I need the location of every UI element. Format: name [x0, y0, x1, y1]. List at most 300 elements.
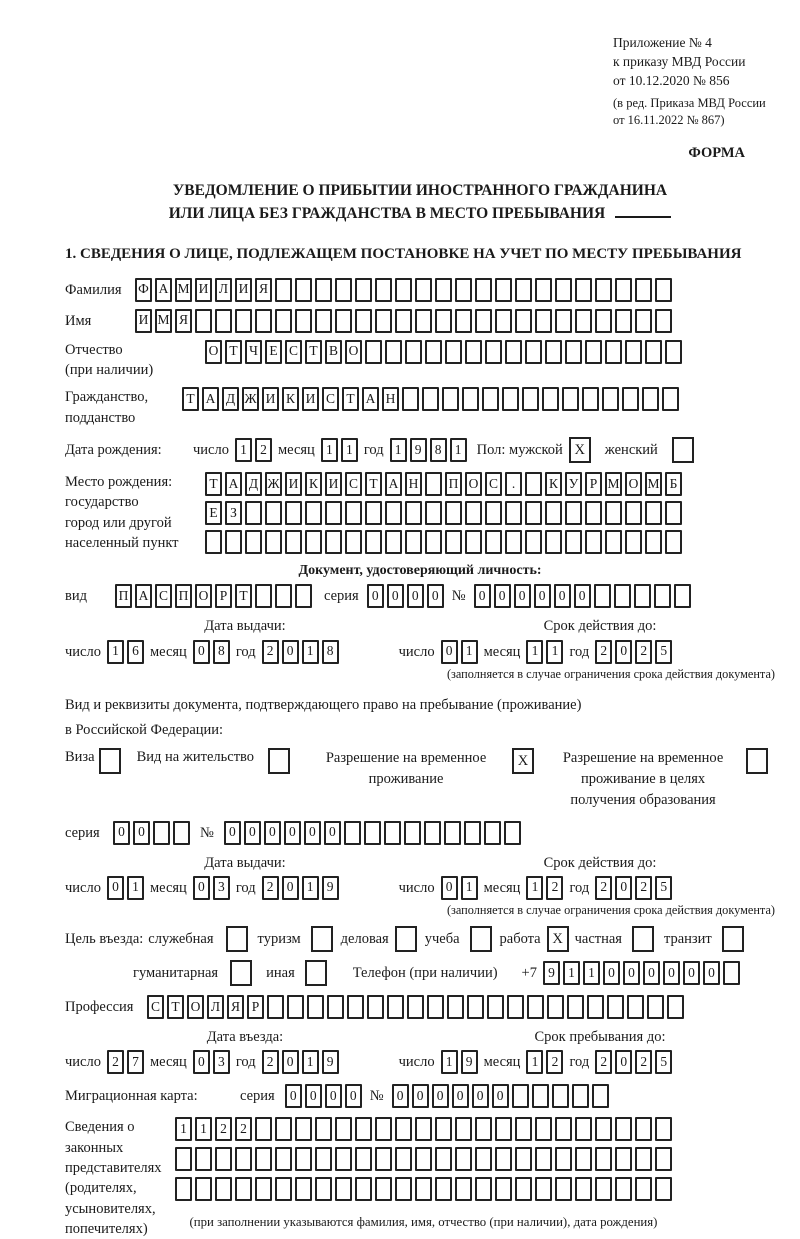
phone-label: Телефон (при наличии) [352, 965, 498, 982]
char-cell: 0 [683, 961, 700, 985]
char-cell [535, 1177, 552, 1201]
char-cell [195, 1177, 212, 1201]
representatives-cells-row2 [175, 1147, 672, 1171]
char-cell: В [325, 340, 342, 364]
char-cell: 0 [244, 821, 261, 845]
purpose-other-label: иная [266, 965, 295, 982]
char-cell: 2 [635, 876, 652, 900]
char-cell [405, 530, 422, 554]
char-cell [405, 501, 422, 525]
char-cell [175, 1147, 192, 1171]
char-cell [575, 1147, 592, 1171]
edu-permit-option [550, 748, 768, 811]
char-cell [364, 821, 381, 845]
char-cell [575, 278, 592, 302]
char-cell: П [445, 472, 462, 496]
char-cell: 0 [452, 1084, 469, 1108]
char-cell [327, 995, 344, 1019]
char-cell: 2 [595, 1050, 612, 1074]
purpose-humanitarian-label: гуманитарная [133, 965, 219, 982]
birth-year-cells [390, 438, 467, 462]
char-cell: С [345, 472, 362, 496]
char-cell: 9 [543, 961, 560, 985]
char-cell [507, 995, 524, 1019]
iddoc-kind-label: вид [65, 588, 87, 605]
char-cell: 9 [461, 1050, 478, 1074]
appendix-line: к приказу МВД России [613, 53, 746, 69]
char-cell [395, 1177, 412, 1201]
appendix-block [613, 34, 775, 128]
char-cell [445, 501, 462, 525]
char-cell: С [147, 995, 164, 1019]
char-cell: 1 [175, 1117, 192, 1141]
char-cell [465, 340, 482, 364]
year-label: год [235, 879, 256, 896]
char-cell: 7 [127, 1050, 144, 1074]
char-cell [422, 387, 439, 411]
visa-checkbox [99, 748, 121, 774]
char-cell: И [235, 278, 252, 302]
char-cell [464, 821, 481, 845]
char-cell: Т [342, 387, 359, 411]
char-cell [295, 309, 312, 333]
char-cell [335, 309, 352, 333]
forma-label: ФОРМА [688, 145, 745, 162]
patronymic-label [65, 340, 205, 381]
temp-permit-label: Разрешение на временное проживание [325, 749, 487, 787]
year-label: год [235, 1054, 256, 1071]
char-cell [395, 1117, 412, 1141]
char-cell [415, 278, 432, 302]
resdoc-issue-month-cells [193, 876, 230, 900]
char-cell [335, 1177, 352, 1201]
char-cell: К [545, 472, 562, 496]
char-cell: Т [365, 472, 382, 496]
char-cell: 0 [615, 1050, 632, 1074]
char-cell [635, 1147, 652, 1171]
char-cell [562, 387, 579, 411]
char-cell [625, 530, 642, 554]
char-cell: О [187, 995, 204, 1019]
char-cell [275, 278, 292, 302]
purpose-private-checkbox [632, 926, 654, 952]
char-cell [255, 1177, 272, 1201]
char-cell: 0 [282, 1050, 299, 1074]
char-cell [307, 995, 324, 1019]
char-cell [525, 501, 542, 525]
purpose-tourism-label: туризм [257, 931, 301, 948]
char-cell [425, 340, 442, 364]
char-cell [654, 584, 671, 608]
purpose-tourism-checkbox [311, 926, 333, 952]
char-cell [545, 530, 562, 554]
char-cell [532, 1084, 549, 1108]
char-cell [215, 1147, 232, 1171]
mig-series-label: серия [240, 1088, 275, 1105]
char-cell: 1 [302, 876, 319, 900]
char-cell: 0 [193, 876, 210, 900]
purpose-transit-label: транзит [663, 931, 712, 948]
iddoc-series-label: серия [324, 588, 359, 605]
month-label: месяц [149, 879, 187, 896]
char-cell [402, 387, 419, 411]
char-cell: Д [222, 387, 239, 411]
char-cell [555, 278, 572, 302]
day-label: число [65, 879, 101, 896]
year-label: год [569, 879, 590, 896]
resdoc-intro-line2: в Российской Федерации: [65, 722, 224, 739]
char-cell [535, 1117, 552, 1141]
char-cell: С [285, 340, 302, 364]
mig-number-cells [392, 1084, 609, 1108]
purpose-other-checkbox [305, 960, 327, 986]
appendix-line: Приложение № 4 [613, 35, 712, 50]
entry-year-cells [262, 1050, 339, 1074]
char-cell [614, 584, 631, 608]
representatives-label [65, 1117, 175, 1239]
char-cell: 0 [113, 821, 130, 845]
char-cell: Е [205, 501, 222, 525]
char-cell: 2 [235, 1117, 252, 1141]
resdoc-valid-until-header: Срок действия до: [543, 854, 657, 871]
iddoc-limit-note: (заполняется в случае ограничения срока действия документа) [446, 666, 775, 681]
char-cell [595, 278, 612, 302]
resdoc-series-label: серия [65, 824, 100, 841]
entry-dates-values [65, 1050, 775, 1074]
char-cell [505, 340, 522, 364]
char-cell [305, 501, 322, 525]
char-cell: 0 [284, 821, 301, 845]
char-cell [512, 1084, 529, 1108]
char-cell: 9 [322, 1050, 339, 1074]
char-cell [552, 1084, 569, 1108]
char-cell: 2 [595, 640, 612, 664]
char-cell [205, 530, 222, 554]
char-cell: 2 [262, 640, 279, 664]
char-cell [315, 278, 332, 302]
year-label: год [569, 1054, 590, 1071]
char-cell [455, 1117, 472, 1141]
char-cell: Р [215, 584, 232, 608]
firstname-label: Имя [65, 312, 92, 329]
char-cell [387, 995, 404, 1019]
birthplace-block [65, 472, 775, 554]
char-cell [587, 995, 604, 1019]
char-cell [444, 821, 461, 845]
char-cell [515, 1117, 532, 1141]
char-cell [522, 387, 539, 411]
iddoc-issue-date-header: Дата выдачи: [204, 618, 286, 635]
char-cell: Н [382, 387, 399, 411]
day-label: число [65, 643, 101, 660]
birthplace-cells-row2 [205, 501, 682, 525]
char-cell [505, 530, 522, 554]
char-cell: И [262, 387, 279, 411]
representatives-label-line: законных [65, 1139, 124, 1156]
month-label: месяц [149, 643, 187, 660]
char-cell: Ч [245, 340, 262, 364]
char-cell [595, 1177, 612, 1201]
char-cell: 0 [282, 876, 299, 900]
char-cell: 1 [441, 1050, 458, 1074]
char-cell: 0 [304, 821, 321, 845]
birthplace-label-line4: населенный пункт [65, 534, 179, 551]
char-cell [275, 309, 292, 333]
patronymic-label-line2: (при наличии) [65, 362, 154, 379]
char-cell: 2 [635, 640, 652, 664]
char-cell [365, 340, 382, 364]
char-cell [605, 501, 622, 525]
char-cell: 0 [643, 961, 660, 985]
char-cell: Л [215, 278, 232, 302]
char-cell: А [155, 278, 172, 302]
char-cell: 2 [262, 876, 279, 900]
char-cell [347, 995, 364, 1019]
iddoc-issue-month-cells [193, 640, 230, 664]
char-cell [295, 1177, 312, 1201]
residence-permit-label: Вид на жительство [136, 748, 255, 765]
purpose-study-checkbox [470, 926, 492, 952]
char-cell: 0 [615, 876, 632, 900]
char-cell [215, 1177, 232, 1201]
resdoc-number-cells [224, 821, 521, 845]
char-cell [285, 530, 302, 554]
char-cell: 0 [285, 1084, 302, 1108]
char-cell [485, 501, 502, 525]
char-cell: 0 [554, 584, 571, 608]
char-cell: Ж [242, 387, 259, 411]
char-cell: 0 [615, 640, 632, 664]
char-cell [475, 1147, 492, 1171]
mig-number-label: № [369, 1088, 384, 1105]
char-cell: Л [207, 995, 224, 1019]
char-cell: И [195, 278, 212, 302]
appendix-amendment [613, 95, 775, 129]
char-cell [285, 501, 302, 525]
char-cell [435, 309, 452, 333]
sex-female-label: женский [604, 441, 658, 458]
char-cell [495, 1147, 512, 1171]
char-cell: Т [205, 472, 222, 496]
year-label: год [569, 643, 590, 660]
char-cell [395, 309, 412, 333]
char-cell [615, 1117, 632, 1141]
char-cell: 1 [563, 961, 580, 985]
entry-day-cells [107, 1050, 144, 1074]
char-cell: С [485, 472, 502, 496]
char-cell [622, 387, 639, 411]
char-cell [344, 821, 361, 845]
char-cell [325, 501, 342, 525]
purpose-humanitarian-checkbox [230, 960, 252, 986]
char-cell [375, 1117, 392, 1141]
char-cell: 0 [367, 584, 384, 608]
char-cell [445, 530, 462, 554]
char-cell [375, 278, 392, 302]
char-cell: М [155, 309, 172, 333]
purpose-work-checkbox: X [547, 926, 569, 952]
birthplace-label-line3: город или другой [65, 514, 172, 531]
char-cell: 0 [474, 584, 491, 608]
char-cell [635, 278, 652, 302]
representatives-label-line: (родителях, [65, 1180, 137, 1197]
iddoc-valid-day-cells [441, 640, 478, 664]
entry-month-cells [193, 1050, 230, 1074]
char-cell [267, 995, 284, 1019]
stay-year-cells [595, 1050, 672, 1074]
char-cell [295, 278, 312, 302]
char-cell: И [302, 387, 319, 411]
visa-option [65, 748, 121, 774]
char-cell: 0 [703, 961, 720, 985]
char-cell [355, 309, 372, 333]
char-cell: 5 [655, 640, 672, 664]
char-cell [674, 584, 691, 608]
char-cell [245, 501, 262, 525]
char-cell [495, 309, 512, 333]
char-cell [255, 584, 272, 608]
char-cell [345, 530, 362, 554]
char-cell [665, 501, 682, 525]
char-cell [335, 278, 352, 302]
purpose-business-checkbox [395, 926, 417, 952]
char-cell [495, 1177, 512, 1201]
char-cell [365, 530, 382, 554]
representatives-label-line: Сведения о [65, 1119, 135, 1136]
char-cell [395, 278, 412, 302]
char-cell: О [465, 472, 482, 496]
iddoc-valid-until-header: Срок действия до: [543, 618, 657, 635]
visa-label: Виза [65, 748, 95, 765]
char-cell: А [385, 472, 402, 496]
char-cell [275, 1147, 292, 1171]
stay-month-cells [526, 1050, 563, 1074]
month-label: месяц [277, 441, 315, 458]
char-cell [615, 1147, 632, 1171]
char-cell [153, 821, 170, 845]
mig-series-cells [285, 1084, 362, 1108]
char-cell: М [645, 472, 662, 496]
char-cell: И [285, 472, 302, 496]
purpose-row2 [133, 960, 775, 986]
char-cell: 0 [514, 584, 531, 608]
char-cell [535, 1147, 552, 1171]
birthplace-label [65, 472, 205, 553]
char-cell [634, 584, 651, 608]
char-cell [547, 995, 564, 1019]
char-cell: 1 [321, 438, 338, 462]
char-cell: М [605, 472, 622, 496]
char-cell [585, 501, 602, 525]
char-cell: А [135, 584, 152, 608]
char-cell [665, 530, 682, 554]
char-cell: 0 [345, 1084, 362, 1108]
char-cell [635, 1117, 652, 1141]
char-cell [575, 1177, 592, 1201]
char-cell [287, 995, 304, 1019]
month-label: месяц [483, 879, 521, 896]
char-cell: 8 [430, 438, 447, 462]
char-cell: 2 [546, 876, 563, 900]
char-cell: 5 [655, 1050, 672, 1074]
day-label: число [65, 1054, 101, 1071]
char-cell [535, 278, 552, 302]
char-cell [495, 278, 512, 302]
char-cell [595, 1147, 612, 1171]
char-cell [487, 995, 504, 1019]
char-cell [385, 530, 402, 554]
char-cell [315, 309, 332, 333]
char-cell [585, 530, 602, 554]
char-cell [475, 1177, 492, 1201]
char-cell [325, 530, 342, 554]
phone-cells [543, 961, 740, 985]
char-cell [515, 309, 532, 333]
char-cell: 1 [235, 438, 252, 462]
char-cell: 1 [302, 1050, 319, 1074]
entry-date-header: Дата въезда: [206, 1029, 284, 1046]
char-cell: 0 [107, 876, 124, 900]
char-cell [582, 387, 599, 411]
char-cell: У [565, 472, 582, 496]
char-cell [642, 387, 659, 411]
char-cell: 0 [193, 640, 210, 664]
resdoc-valid-date-group [399, 876, 673, 900]
char-cell [335, 1117, 352, 1141]
char-cell: 0 [282, 640, 299, 664]
iddoc-row [65, 584, 775, 608]
char-cell: 1 [526, 640, 543, 664]
char-cell: К [305, 472, 322, 496]
char-cell [295, 1117, 312, 1141]
char-cell: 8 [213, 640, 230, 664]
char-cell [215, 309, 232, 333]
surname-cells [135, 278, 672, 302]
char-cell: Т [167, 995, 184, 1019]
char-cell [482, 387, 499, 411]
resdoc-dates-values [65, 876, 775, 900]
char-cell [515, 1177, 532, 1201]
representatives-label-line: попечителях) [65, 1220, 148, 1237]
char-cell [255, 1147, 272, 1171]
char-cell [235, 1177, 252, 1201]
char-cell: А [202, 387, 219, 411]
char-cell [525, 340, 542, 364]
iddoc-number-cells [474, 584, 691, 608]
char-cell: Я [255, 278, 272, 302]
char-cell [635, 309, 652, 333]
char-cell [635, 1177, 652, 1201]
entry-dates-headers [65, 1028, 775, 1046]
day-label: число [398, 1054, 435, 1071]
char-cell [385, 340, 402, 364]
char-cell: Ф [135, 278, 152, 302]
char-cell: 0 [407, 584, 424, 608]
birthplace-label-line2: государство [65, 494, 139, 511]
char-cell [265, 530, 282, 554]
char-cell: 0 [663, 961, 680, 985]
char-cell: Н [405, 472, 422, 496]
resdoc-series-cells [113, 821, 190, 845]
char-cell [415, 1177, 432, 1201]
char-cell [647, 995, 664, 1019]
char-cell [555, 309, 572, 333]
char-cell [605, 530, 622, 554]
char-cell [602, 387, 619, 411]
purpose-study-label: учеба [424, 931, 460, 948]
sex-male-checkbox: X [569, 437, 591, 463]
form-title-line2 [65, 202, 775, 225]
